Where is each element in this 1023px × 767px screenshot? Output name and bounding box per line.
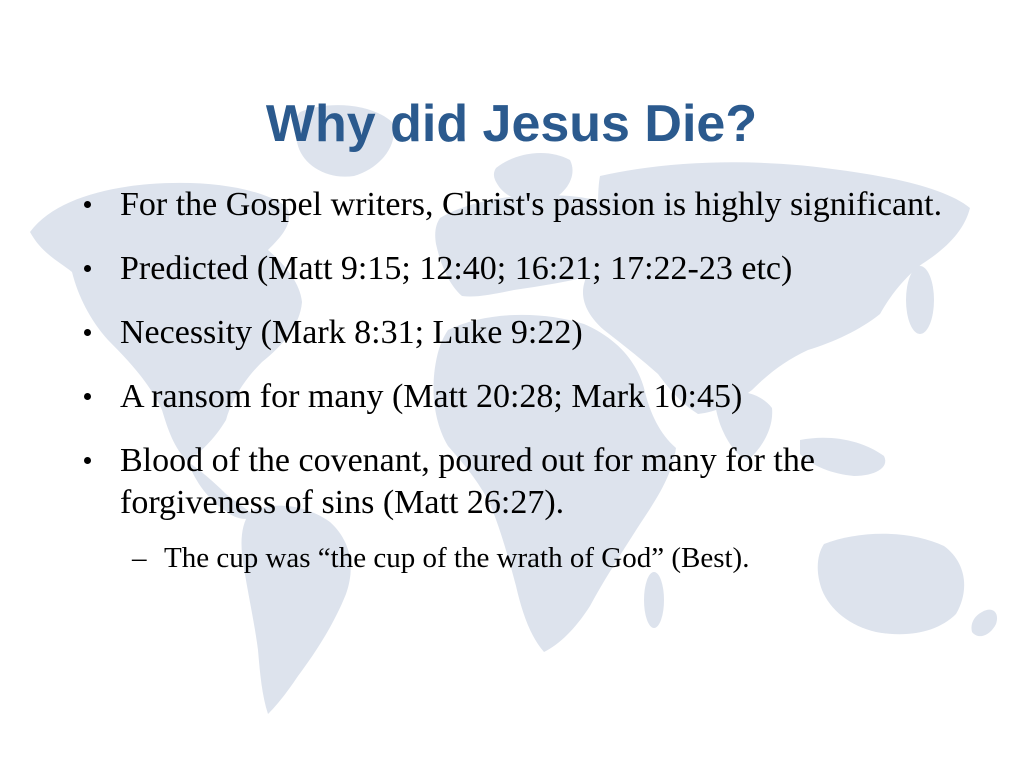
slide-title: Why did Jesus Die?	[265, 95, 758, 153]
bullet-dot-icon	[84, 457, 91, 464]
bullet-text: Blood of the covenant, poured out for many for the forgiveness of sins (Matt 26:27).	[120, 442, 815, 521]
bullet-text: A ransom for many (Matt 20:28; Mark 10:45)	[120, 378, 743, 415]
bullet-dot-icon	[84, 201, 91, 208]
sub-bullet-item-cup-wrath	[84, 540, 964, 576]
sub-bullet-dash: –	[132, 542, 147, 574]
map-new-zealand	[971, 610, 997, 637]
bullet-text: Predicted (Matt 9:15; 12:40; 16:21; 17:22-23 etc)	[120, 250, 793, 287]
bullet-item-predicted	[84, 248, 964, 290]
map-madagascar	[644, 572, 664, 628]
bullet-text: Necessity (Mark 8:31; Luke 9:22)	[120, 314, 583, 351]
bullet-item-blood-covenant	[84, 440, 964, 524]
bullet-text: For the Gospel writers, Christ's passion is highly significant.	[120, 186, 943, 223]
bullet-dot-icon	[84, 393, 91, 400]
bullet-list	[84, 184, 964, 576]
bullet-item-gospel-writers	[84, 184, 964, 226]
bullet-dot-icon	[84, 265, 91, 272]
bullet-item-necessity	[84, 312, 964, 354]
sub-bullet-text: The cup was “the cup of the wrath of God” (Best).	[164, 542, 750, 574]
bullet-dot-icon	[84, 329, 91, 336]
bullet-item-ransom	[84, 376, 964, 418]
